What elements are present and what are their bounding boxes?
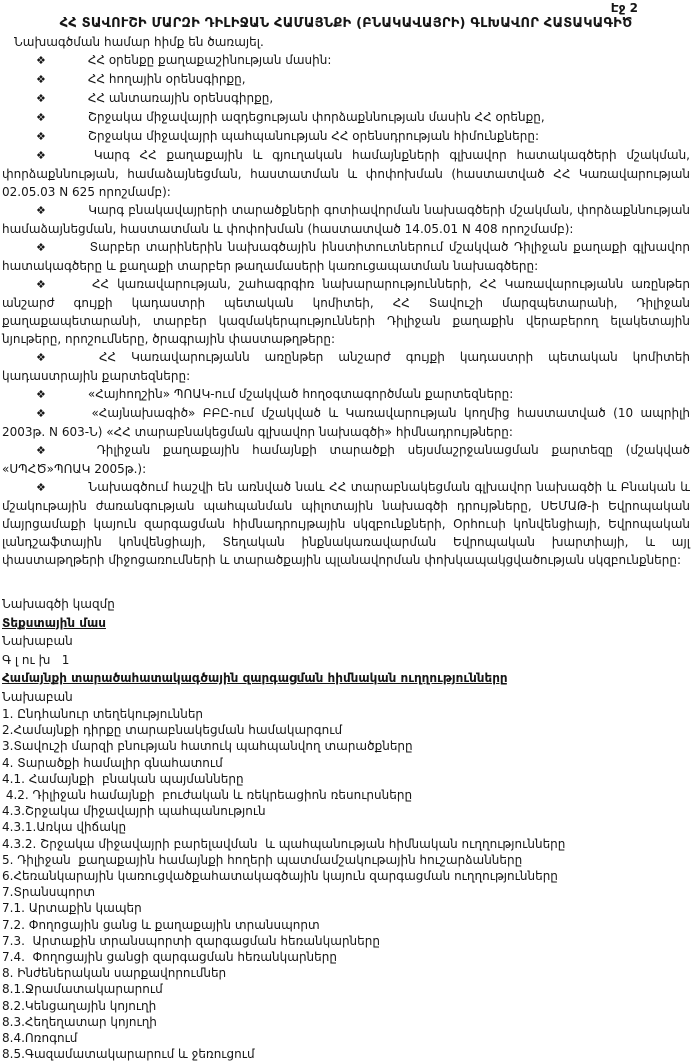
bullet-item [2,238,690,275]
toc-item: 4.3.Շրջակա միջավայրի պահպանություն [2,804,266,819]
intro-line: Նախագծման համար հիմք են ծառայել. [14,35,264,49]
bullet-text: ՀՀ հողային օրենսգիրքը, [87,72,246,86]
toc-item: 8.1.Ջրամատակարարում [2,982,163,997]
bullet-item [2,146,690,201]
toc-item: 6.Հեռանկարային կառուցվածքահատակագծային կայուն զարգացման ուղղությունները [2,869,558,884]
preface-label: Նախաբան [2,689,73,704]
toc-item: 4.3.1.Առկա վիճակը [2,820,127,835]
toc-item: 1. Ընդհանուր տեղեկություններ [2,707,204,721]
diamond-bullet-icon: ❖ [36,241,48,254]
diamond-bullet-icon: ❖ [36,111,46,124]
bullet-item [2,478,690,569]
diamond-bullet-icon: ❖ [36,407,50,420]
toc-item: 4.1. Համայնքի բնական պայմանները [2,771,244,786]
bullet-item [2,70,690,89]
diamond-bullet-icon: ❖ [36,481,47,494]
bullet-text: Շրջակա միջավայրի ազդեցության փորձաքննության մասին ՀՀ օրենքը, [87,110,545,124]
toc-item: 7.1. Արտաքին կապեր [2,901,142,916]
toc-item: 4. Տարածքի համալիր գնահատում [2,755,223,770]
diamond-bullet-icon: ❖ [36,204,47,217]
bullet-item [2,108,690,127]
bullet-item [2,275,690,348]
toc-item: 8.4.Ոռոգում [2,1031,78,1046]
diamond-bullet-icon: ❖ [36,278,50,291]
bullet-text: «Հայնախագիծ» ԲԲԸ-ում մշակված և Կառավարության կողմից հաստատված (10 ապրիլի 2003թ. N 603-Ն) «ՀՀ տարաբնակեցման գլխավոր նախագծի» հիմնադրույթները: [2,406,690,439]
diamond-bullet-icon: ❖ [36,149,52,162]
diamond-bullet-icon: ❖ [36,54,46,67]
bullet-text: Կարգ ՀՀ քաղաքային և գյուղական համայնքների գլխավոր հատակագծերի մշակման, փորձաքննության, համաձայնեցման, հաստատման և փոփոխման (հաստատված ՀՀ Կառավարության 02.05.03 N 625 որոշմամբ): [2,148,690,199]
bullet-item [2,385,690,404]
toc-item: 4.2. Դիլիջան համայնքի բուժական և ռեկրեացիոն ռեսուրսները [2,788,413,803]
toc-item: 8.3.Հեղեղատար կոյուղի [2,1014,157,1029]
bullet-item [2,127,690,146]
preface-label: Նախաբան [2,634,73,648]
toc-item: 8. Ինժեներական սարքավորումներ [2,966,227,981]
bullet-text: ՀՀ օրենքը քաղաքաշինության մասին: [87,53,332,67]
toc-item: 2.Համայնքի դիրքը տարաբնակեցման համակարգում [2,723,343,738]
toc-item: 7.2. Փողոցային ցանց և քաղաքային տրանսպորտ [2,917,320,932]
diamond-bullet-icon: ❖ [36,92,46,105]
toc-item: 5. Դիլիջան քաղաքային համայնքի հողերի պատմամշակութային հուշարձանները [2,852,523,867]
chapter-label: Գ լ ու խ 1 [2,652,70,667]
toc-item: 8.5.Գազամատակարարում և ջեռուցում [2,1047,255,1062]
bullet-text: ՀՀ կառավարության, շահագրգիռ նախարարությունների, ՀՀ Կառավարությանն առընթեր անշարժ գույքի կադաստրի պետական կոմիտեի, ՀՀ Տավուշի մարզպետարանի, Դիլիջան քաղաքապետարանի, տարբեր կազմակերպությունների Դիլիջան քաղաքին վերաբերող ելակետային նյութերը, որոշումները, ծրագրային փաստաթղթերը: [2,277,690,346]
text-part-heading: Տեքստային մաս [2,615,106,630]
bullet-text: Դիլիջան քաղաքային համայնքի տարածքի սեյսմաշրջանացման քարտեզը (մշակված «ՍՊՀԾ»ՊՈԱԿ 2005թ.): [2,443,690,476]
bullet-text: Տարբեր տարիներին նախագծային ինստիտուտներում մշակված Դիլիջան քաղաքի գլխավոր հատակագծերը և քաղաքի տարբեր թաղամասերի կառուցապատման նախագծերը: [2,240,690,273]
toc-item: 3.Տավուշի մարզի բնության հատուկ պահպանվող տարածքները [2,739,413,754]
bullet-item [2,201,690,238]
bullet-item [2,348,690,385]
chapter-title: Համայնքի տարածահատակագծային զարգացման հիմնական ուղղությունները [2,671,508,685]
toc-item: 7.4. Փողոցային ցանցի զարգացման հեռանկարները [2,950,337,965]
diamond-bullet-icon: ❖ [36,351,57,364]
composition-section [2,595,690,706]
bullet-item [2,51,690,70]
toc-item: 7.3. Արտաքին տրանսպորտի զարգացման հեռանկարները [2,933,380,948]
bullet-item [2,89,690,108]
composition-heading: Նախագծի կազմը [2,597,115,611]
diamond-bullet-icon: ❖ [36,444,55,457]
toc-item: 4.3.2. Շրջակա միջավայրի բարելավման և պահպանության հիմնական ուղղությունները [2,836,566,851]
document-title: ՀՀ ՏԱՎՈՒՇԻ ՄԱՐԶԻ ԴԻԼԻՋԱՆ ՀԱՄԱՅՆՔԻ (ԲՆԱԿԱՎԱՅՐԻ) ԳԼԽԱՎՈՐ ՀԱՏԱԿԱԳԻԾ [59,16,633,31]
diamond-bullet-icon: ❖ [36,73,46,86]
bullet-item [2,404,690,441]
table-of-contents [2,706,690,1062]
bullet-item [2,441,690,478]
bullet-text: ՀՀ Կառավարությանն առընթեր անշարժ գույքի կադաստրի պետական կոմիտեի կադաստրային քարտեզները: [2,350,690,383]
diamond-bullet-icon: ❖ [36,130,46,143]
diamond-bullet-icon: ❖ [36,388,46,401]
bullet-text: «Հայհողշին» ՊՈԱԿ-ում մշակված հողօգտագործման քարտեզները: [87,387,514,401]
page-number: Էջ 2 [610,1,638,15]
bullet-text: Նախագծում հաշվի են առնված նաև ՀՀ տարաբնակեցման գլխավոր նախագծի և Բնական և մշակութային ժառանգության պահպանման պիլոտային նախագծի դրույթները, ՍԵՄԱԹ-ի Եվրոպական մայրցամաքի կայուն զարգացման հիմնադրույթային սկզբունքների, Օրհուսի կոնվենցիայի, Եվրոպական լանդշաֆտային կոնվենցիայի, Տեղական ինքնակառավարման Եվրոպական խարտիայի, և այլ փաստաթղթերի միջոցառումների և տարածքային պլանավորման փոխկապակցվածության սկզբունքները: [2,480,690,567]
bullet-text: ՀՀ անտառային օրենսգիրքը, [87,91,274,105]
toc-item: 8.2.Կենցաղային կոյուղի [2,998,157,1013]
bullet-text: Շրջակա միջավայրի պահպանության ՀՀ օրենսդրության հիմունքները: [87,129,539,143]
toc-item: 7.Տրանսպորտ [2,885,95,900]
bullet-text: Կարգ բնակավայրերի տարածքների գոտիավորման նախագծերի մշակման, փորձաքննության համաձայնեցման, հաստատման և փոփոխման (հաստատված 14.05.01 N 408 որոշմամբ): [2,203,690,236]
